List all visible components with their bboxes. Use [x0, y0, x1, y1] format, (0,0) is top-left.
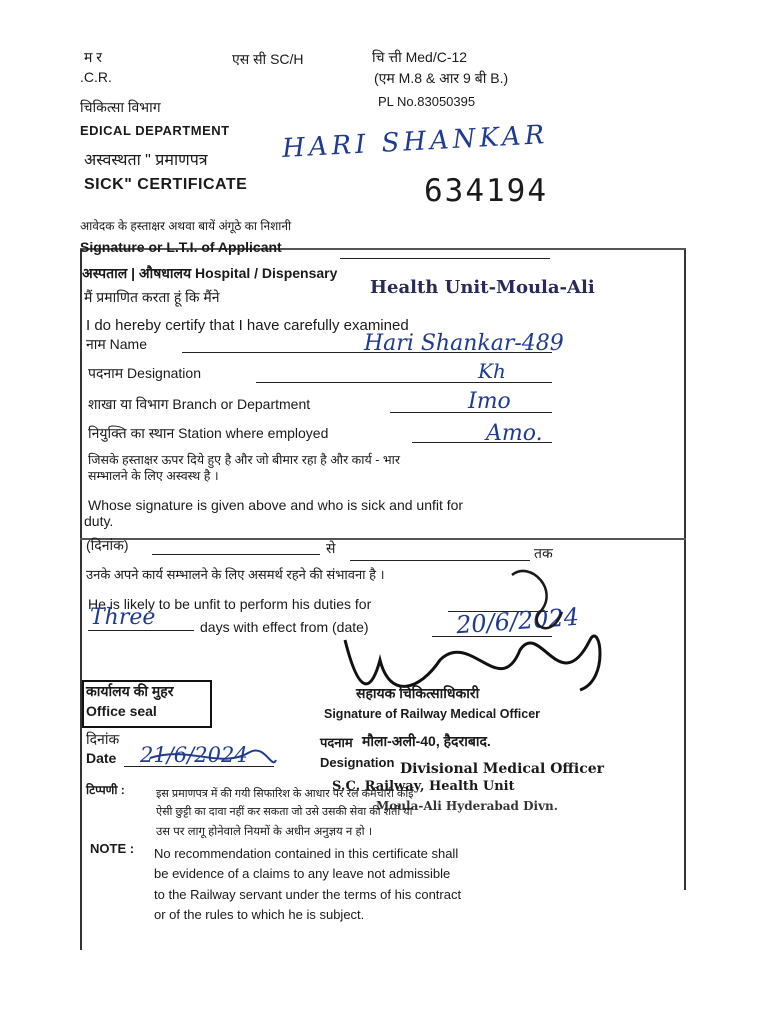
likely-english: He is likely to be unfit to perform his duties for	[88, 596, 372, 612]
effect-date-value[interactable]: 20/6/2024	[455, 602, 580, 640]
days-english: days with effect from (date)	[200, 619, 369, 635]
office-seal-hindi: कार्यालय की मुहर	[86, 683, 174, 699]
form-reference: (एम M.8 & आर 9 बी B.)	[374, 70, 509, 86]
certify-english: I do hereby certify that I have carefully examined	[86, 317, 409, 334]
se-label: से	[326, 540, 336, 556]
certificate-title: SICK" CERTIFICATE	[84, 176, 248, 193]
officer-hindi: सहायक चिकित्साधिकारी	[356, 685, 480, 701]
certificate-date-value[interactable]: 21/6/2024	[140, 743, 248, 767]
date-hindi: दिनांक	[86, 731, 120, 747]
note-hindi-3: उस पर लागू होनेवाले नियमों के अधीन अनुज्ञय न हो ।	[156, 826, 373, 838]
days-value[interactable]: Three	[90, 605, 156, 630]
note-hindi-1: इस प्रमाणपत्र में की गयी सिफारिश के आधार पर रेल कर्मचारी कोई	[156, 788, 414, 800]
applicant-signature-mark	[512, 571, 562, 628]
note-english-3: to the Railway servant under the terms of his contract	[154, 887, 462, 902]
stamp-line-2: Divisional Medical Officer	[400, 761, 605, 777]
note-hindi-2: ऐसी छुट्टी का दावा नहीं कर सकता जो उसे उसकी सेवा की शर्तों या	[156, 806, 413, 818]
designation-value[interactable]: Kh	[478, 359, 506, 383]
note-english-1: No recommendation contained in this certificate shall	[154, 846, 459, 861]
railway-hindi: म र	[84, 49, 102, 65]
pl-number: PL No.83050395	[378, 94, 476, 109]
branch-label: शाखा या विभाग Branch or Department	[88, 396, 311, 412]
certify-hindi: मैं प्रमाणित करता हूं कि मैंने	[84, 289, 220, 305]
designation-label: पदनाम Designation	[88, 365, 201, 381]
date-english: Date	[86, 750, 117, 766]
name-value[interactable]: Hari Shankar-489	[364, 331, 564, 356]
station-value[interactable]: Amo.	[486, 421, 543, 446]
serial-number: 634194	[424, 173, 548, 209]
department-hindi: चिकित्सा विभाग	[80, 99, 161, 115]
station-label: नियुक्ति का स्थान Station where employed	[88, 425, 329, 441]
whose-hindi-2: सम्भालने के लिए अस्वस्थ है ।	[88, 469, 219, 483]
whose-hindi-1: जिसके हस्ताक्षर ऊपर दिये हुए है और जो बीमार रहा है और कार्य - भार	[88, 453, 400, 467]
whose-english-2: duty.	[84, 513, 114, 529]
railway-code: .C.R.	[80, 69, 112, 85]
branch-value[interactable]: Imo	[468, 389, 511, 414]
hospital-stamp: Health Unit-Moula-Ali	[370, 277, 595, 298]
stamp-line-1: मौला-अली-40, हैदराबाद.	[362, 733, 491, 749]
office-seal-english: Office seal	[86, 703, 157, 719]
handwritten-applicant-name: HARI SHANKAR	[281, 120, 549, 164]
sc-code: एस सी SC/H	[232, 51, 304, 67]
tak-label: तक	[534, 545, 553, 561]
note-english-4: or of the rules to which he is subject.	[154, 907, 365, 922]
date-label-hindi: (दिनांक)	[86, 537, 129, 553]
certificate-title-hindi: अस्वस्थता " प्रमाणपत्र	[84, 152, 208, 169]
stamp-line-4: Moula-Ali Hyderabad Divn.	[376, 799, 558, 813]
name-label: नाम Name	[86, 336, 148, 352]
hospital-label: अस्पताल | औषधालय Hospital / Dispensary	[82, 265, 338, 281]
unable-hindi: उनके अपने कार्य सम्भालने के लिए असमर्थ रहने की संभावना है ।	[86, 567, 385, 582]
whose-english-1: Whose signature is given above and who is sick and unfit for	[88, 497, 464, 513]
department-english: EDICAL DEPARTMENT	[80, 123, 230, 138]
note-english-2: be evidence of a claims to any leave not admissible	[154, 866, 451, 881]
stamp-line-3: S.C. Railway, Health Unit	[332, 779, 515, 794]
designation-hindi-label: पदनाम	[320, 735, 353, 750]
applicant-signature-label: Signature or L.T.I. of Applicant	[80, 239, 282, 255]
designation-english-label: Designation	[320, 755, 395, 770]
form-number: चि त्ती Med/C-12	[372, 49, 468, 65]
note-label: NOTE :	[90, 841, 135, 856]
applicant-signature-hindi: आवेदक के हस्ताक्षर अथवा बायें अंगूठे का निशानी	[80, 219, 292, 233]
medical-officer-signature	[345, 636, 600, 690]
officer-signature-label: Signature of Railway Medical Officer	[324, 707, 541, 721]
note-label-hindi: टिप्पणी :	[86, 783, 125, 797]
